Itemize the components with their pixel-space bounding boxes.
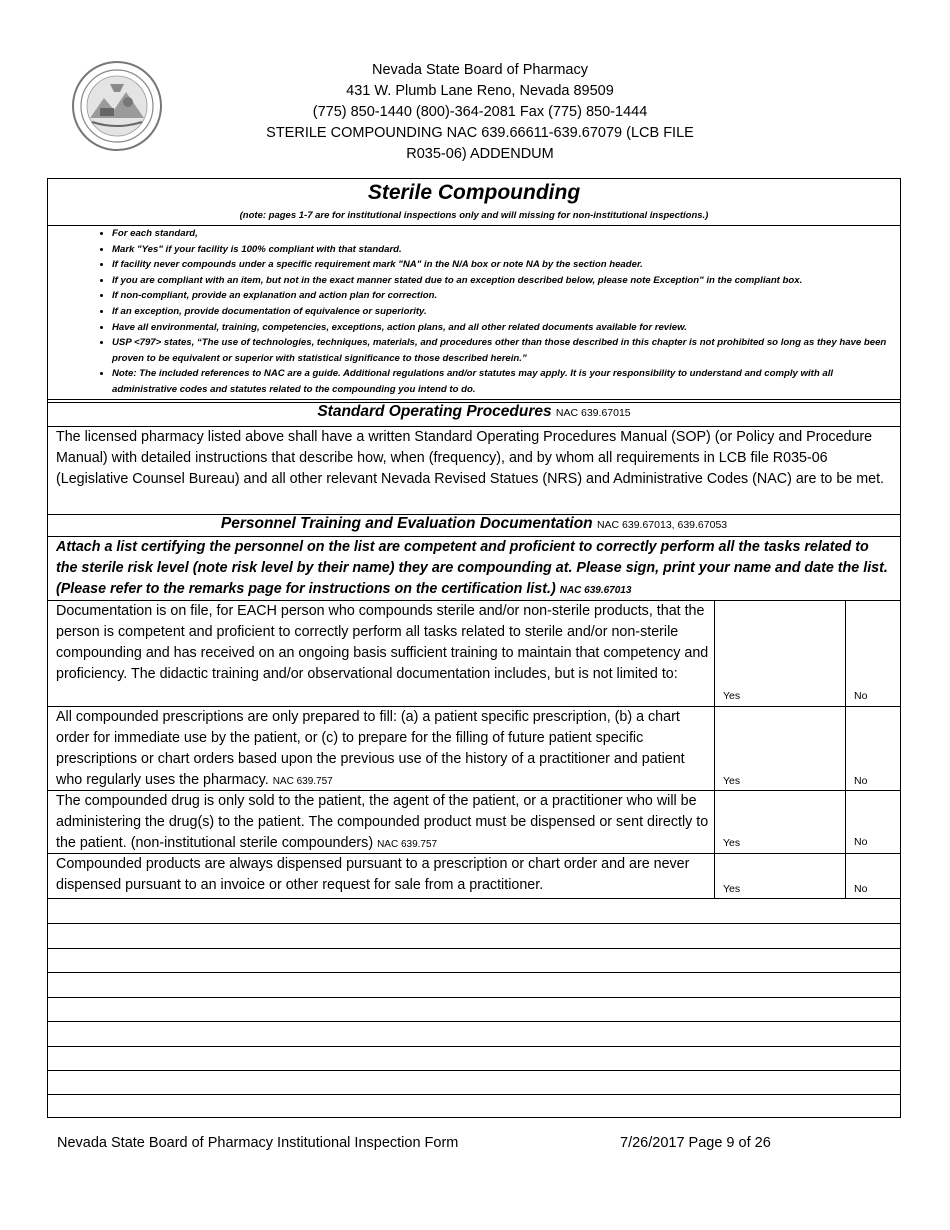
instruction-item: • If an exception, provide documentation of equivalence or superiority. xyxy=(112,304,890,320)
question-row-2: All compounded prescriptions are only prepared to fill: (a) a patient specific prescription, (b) a chart order for immediate use by the patient, or (c) to prepare for the filling of future patient specific prescriptions or chart orders based upon the previous use of the history of a practitioner and patient who regularly uses the pharmacy. NAC 639.757 xyxy=(56,709,685,788)
blank-line xyxy=(48,1094,900,1095)
org-address: 431 W. Plumb Lane Reno, Nevada 89509 xyxy=(346,83,614,99)
footer-form-name: Nevada State Board of Pharmacy Institutional Inspection Form xyxy=(57,1135,459,1151)
org-name: Nevada State Board of Pharmacy xyxy=(371,62,588,78)
instruction-item: • If you are compliant with an item, but not in the exact manner stated due to an exception described below, please note Exception" in the compliant box. xyxy=(112,273,890,289)
instruction-item: • If facility never compounds under a specific requirement mark "NA" in the N/A box or note NA by the section header. xyxy=(112,257,890,273)
sop-text: The licensed pharmacy listed above shall have a written Standard Operating Procedures Manual (SOP) (or Policy and Procedure Manual) with detailed instructions that describe how, when (frequency), and by whom all requirements in LCB file R035-06 (Legislative Counsel Bureau) and all other relevant Nevada Revised Statues (NRS) and Administrative Codes (NAC) are to be met. xyxy=(56,429,885,487)
question-row-3: The compounded drug is only sold to the patient, the agent of the patient, or a practitioner who will be administering the drug(s) to the patient. The compounded product must be dispensed or sent directly to the patient. (non-institutional sterile compounders) NAC 639.757 xyxy=(56,793,709,851)
blank-line xyxy=(48,997,900,998)
yes-checkbox[interactable]: Yes xyxy=(723,690,741,702)
inspection-form-table xyxy=(47,178,901,1118)
state-seal-icon xyxy=(70,60,164,152)
sop-heading: Standard Operating Procedures NAC 639.67015 xyxy=(317,403,631,420)
training-heading: Personnel Training and Evaluation Documentation NAC 639.67013, 639.67053 xyxy=(220,515,728,532)
org-phones: (775) 850-1440 (800)-364-2081 Fax (775) 850-1444 xyxy=(312,104,648,120)
question-row-1: Documentation is on file, for EACH person who compounds sterile and/or non-sterile products, that the person is competent and proficient to correctly perform all tasks related to sterile and/or non-sterile compounding and has received on an ongoing basis sufficient training to maintain that competency and proficiency. The didactic training and/or observational documentation includes, but is not limited to: xyxy=(56,603,709,682)
no-checkbox[interactable]: No xyxy=(854,836,868,848)
form-subject-line1: STERILE COMPOUNDING NAC 639.66611-639.67079 (LCB FILE xyxy=(266,125,694,141)
letterhead xyxy=(190,60,770,165)
training-instruction: Attach a list certifying the personnel on the list are competent and proficient to correctly perform all the tasks related to the sterile risk level (note risk level by their name) they are compounding at. Please sign, print your name and date the list. (Please refer to the remarks page for instructions on the certification list.) NAC 639.67013 xyxy=(56,539,888,597)
footer-page-info: 7/26/2017 Page 9 of 26 xyxy=(620,1135,771,1151)
instruction-item: • Have all environmental, training, competencies, exceptions, action plans, and all other related documents available for review. xyxy=(112,320,890,336)
question-row-4: Compounded products are always dispensed pursuant to a prescription or chart order and are never dispensed pursuant to an invoice or other request for sale from a practitioner. xyxy=(56,856,690,893)
blank-line xyxy=(48,1046,900,1047)
blank-line xyxy=(48,923,900,924)
instruction-item: • If non-compliant, provide an explanation and action plan for correction. xyxy=(112,288,890,304)
yes-checkbox[interactable]: Yes xyxy=(723,837,741,849)
instruction-item: • Note: The included references to NAC are a guide. Additional regulations and/or statutes may apply. It is your responsibility to understand and comply with all administrative codes and statutes related to the compounding you intend to do. xyxy=(112,366,890,397)
form-subject-line2: R035-06) ADDENDUM xyxy=(406,146,554,162)
blank-line xyxy=(48,972,900,973)
blank-line xyxy=(48,948,900,949)
yes-checkbox[interactable]: Yes xyxy=(723,883,741,895)
no-checkbox[interactable]: No xyxy=(854,690,868,702)
form-title: Sterile Compounding xyxy=(367,181,581,204)
no-checkbox[interactable]: No xyxy=(854,775,868,787)
instruction-item: • USP <797> states, “The use of technologies, techniques, materials, and procedures other than those described in this chapter is not prohibited so long as they have been proven to be equivalent or superior with statistical significance to those described herein.” xyxy=(112,335,890,366)
instructions-list xyxy=(62,226,890,398)
instruction-item: • For each standard, xyxy=(112,226,890,242)
yes-checkbox[interactable]: Yes xyxy=(723,775,741,787)
no-checkbox[interactable]: No xyxy=(854,883,868,895)
blank-line xyxy=(48,1070,900,1071)
blank-line xyxy=(48,1021,900,1022)
form-note: (note: pages 1-7 are for institutional inspections only and will missing for non-institutional inspections.) xyxy=(239,210,709,221)
instruction-item: • Mark "Yes" if your facility is 100% compliant with that standard. xyxy=(112,242,890,258)
